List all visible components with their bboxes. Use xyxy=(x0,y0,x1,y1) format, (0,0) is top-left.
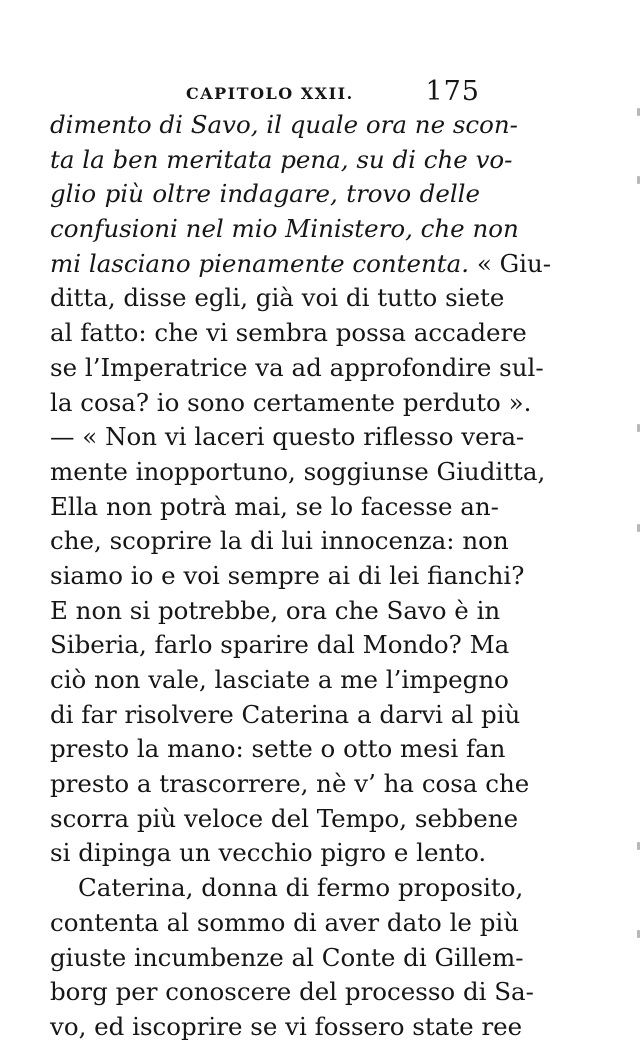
text-line: contenta al sommo di aver dato le più xyxy=(50,907,520,937)
text-line: mente inopportuno, soggiunse Giuditta, xyxy=(50,456,546,486)
text-line: Siberia, farlo sparire dal Mondo? Ma xyxy=(50,630,510,660)
text-line: mi lasciano pienamente contenta. « Giu- xyxy=(50,248,552,278)
text-line: la cosa? io sono certamente perduto ». xyxy=(50,387,532,417)
text-line: che, scoprire la di lui innocenza: non xyxy=(50,526,509,556)
text-line: siamo io e voi sempre ai di lei fianchi? xyxy=(50,560,525,590)
running-title: CAPITOLO XXII. xyxy=(186,84,354,103)
running-head xyxy=(178,78,488,108)
body-text xyxy=(50,108,552,1045)
text-line: E non si potrebbe, ora che Savo è in xyxy=(50,595,501,625)
paragraph-start-line: Caterina, donna di fermo proposito, xyxy=(78,873,524,903)
page-edge-marks xyxy=(632,0,642,1004)
text-line: al fatto: che vi sembra possa accadere xyxy=(50,318,527,348)
text-line: scorra più veloce del Tempo, sebbene xyxy=(50,803,519,833)
text-line: di far risolvere Caterina a darvi al più xyxy=(50,699,521,729)
text-line: ta la ben meritata pena, su di che vo- xyxy=(50,144,513,174)
text-line: presto la mano: sette o otto mesi fan xyxy=(50,734,506,764)
text-line: se l’Imperatrice va ad approfondire sul- xyxy=(50,352,544,382)
text-line: ciò non vale, lasciate a me l’impegno xyxy=(50,665,509,694)
text-line: presto a trascorrere, nè v’ ha cosa che xyxy=(50,769,530,799)
text-line: giuste incumbenze al Conte di Gillem- xyxy=(50,942,524,972)
text-line: dimento di Savo, il quale ora ne scon- xyxy=(50,110,518,139)
text-line: vo, ed iscoprire se vi fossero state ree xyxy=(50,1011,523,1041)
text-line: ditta, disse egli, già voi di tutto siete xyxy=(50,283,505,313)
text-line: glio più oltre indagare, trovo delle xyxy=(50,179,480,209)
text-line: si dipinga un vecchio pigro e lento. xyxy=(50,838,487,868)
text-line: — « Non vi laceri questo riflesso vera- xyxy=(50,422,525,452)
text-line: confusioni nel mio Ministero, che non xyxy=(50,214,519,244)
text-line: borg per conoscere del processo di Sa- xyxy=(50,977,534,1007)
text-line: Ella non potrà mai, se lo facesse an- xyxy=(50,491,499,521)
page-number: 175 xyxy=(425,76,480,107)
